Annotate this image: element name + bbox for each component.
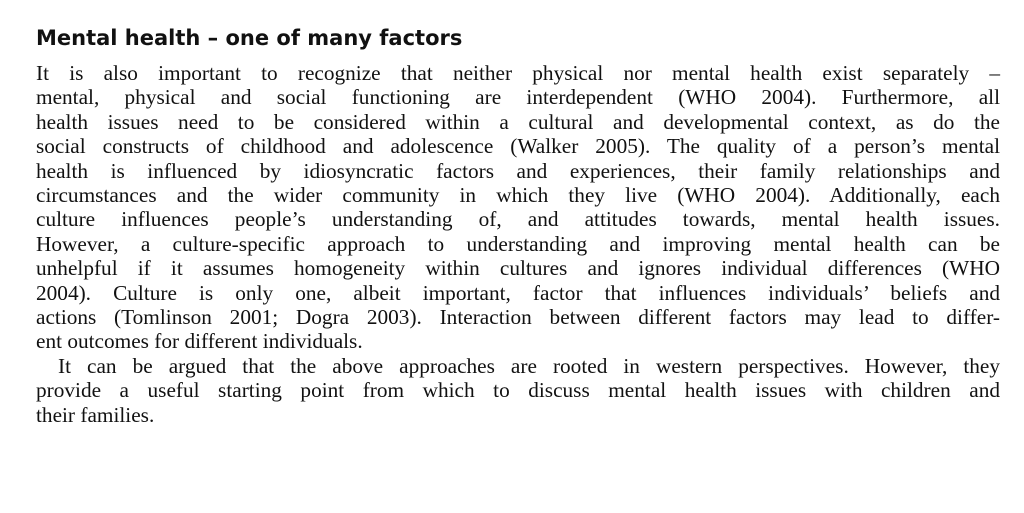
text-line: It is also important to recognize that neither physical nor mental health exist separately – <box>36 61 1000 85</box>
document-page <box>36 24 1000 427</box>
text-line: provide a useful starting point from which to discuss mental health issues with children and <box>36 378 1000 403</box>
text-line: It can be argued that the above approaches are rooted in western perspectives. However, they <box>58 353 1000 378</box>
paragraph-1 <box>36 61 1000 354</box>
text-line: social constructs of childhood and adolescence (Walker 2005). The quality of a person’s mental <box>36 134 1000 159</box>
text-line: mental, physical and social functioning are interdependent (WHO 2004). Furthermore, all <box>36 85 1000 110</box>
text-line: culture influences people’s understanding of, and attitudes towards, mental health issues. <box>36 207 1000 232</box>
paragraph-2 <box>36 354 1000 427</box>
text-line: health issues need to be considered within a cultural and developmental context, as do the <box>36 109 1000 134</box>
text-line: circumstances and the wider community in which they live (WHO 2004). Additionally, each <box>36 183 1000 208</box>
text-line: unhelpful if it assumes homogeneity within cultures and ignores individual differences (WHO <box>36 256 1000 281</box>
text-line: ent outcomes for different individuals. <box>36 329 363 354</box>
text-line: actions (Tomlinson 2001; Dogra 2003). Interaction between different factors may lead to differ- <box>36 305 1000 330</box>
text-line: their families. <box>36 402 155 427</box>
section-heading: Mental health – one of many factors <box>36 26 463 50</box>
text-line: health is influenced by idiosyncratic factors and experiences, their family relationships and <box>36 158 1000 183</box>
text-line: 2004). Culture is only one, albeit important, factor that influences individuals’ beliefs and <box>36 280 1000 305</box>
text-line: However, a culture-specific approach to understanding and improving mental health can be <box>36 231 1000 256</box>
